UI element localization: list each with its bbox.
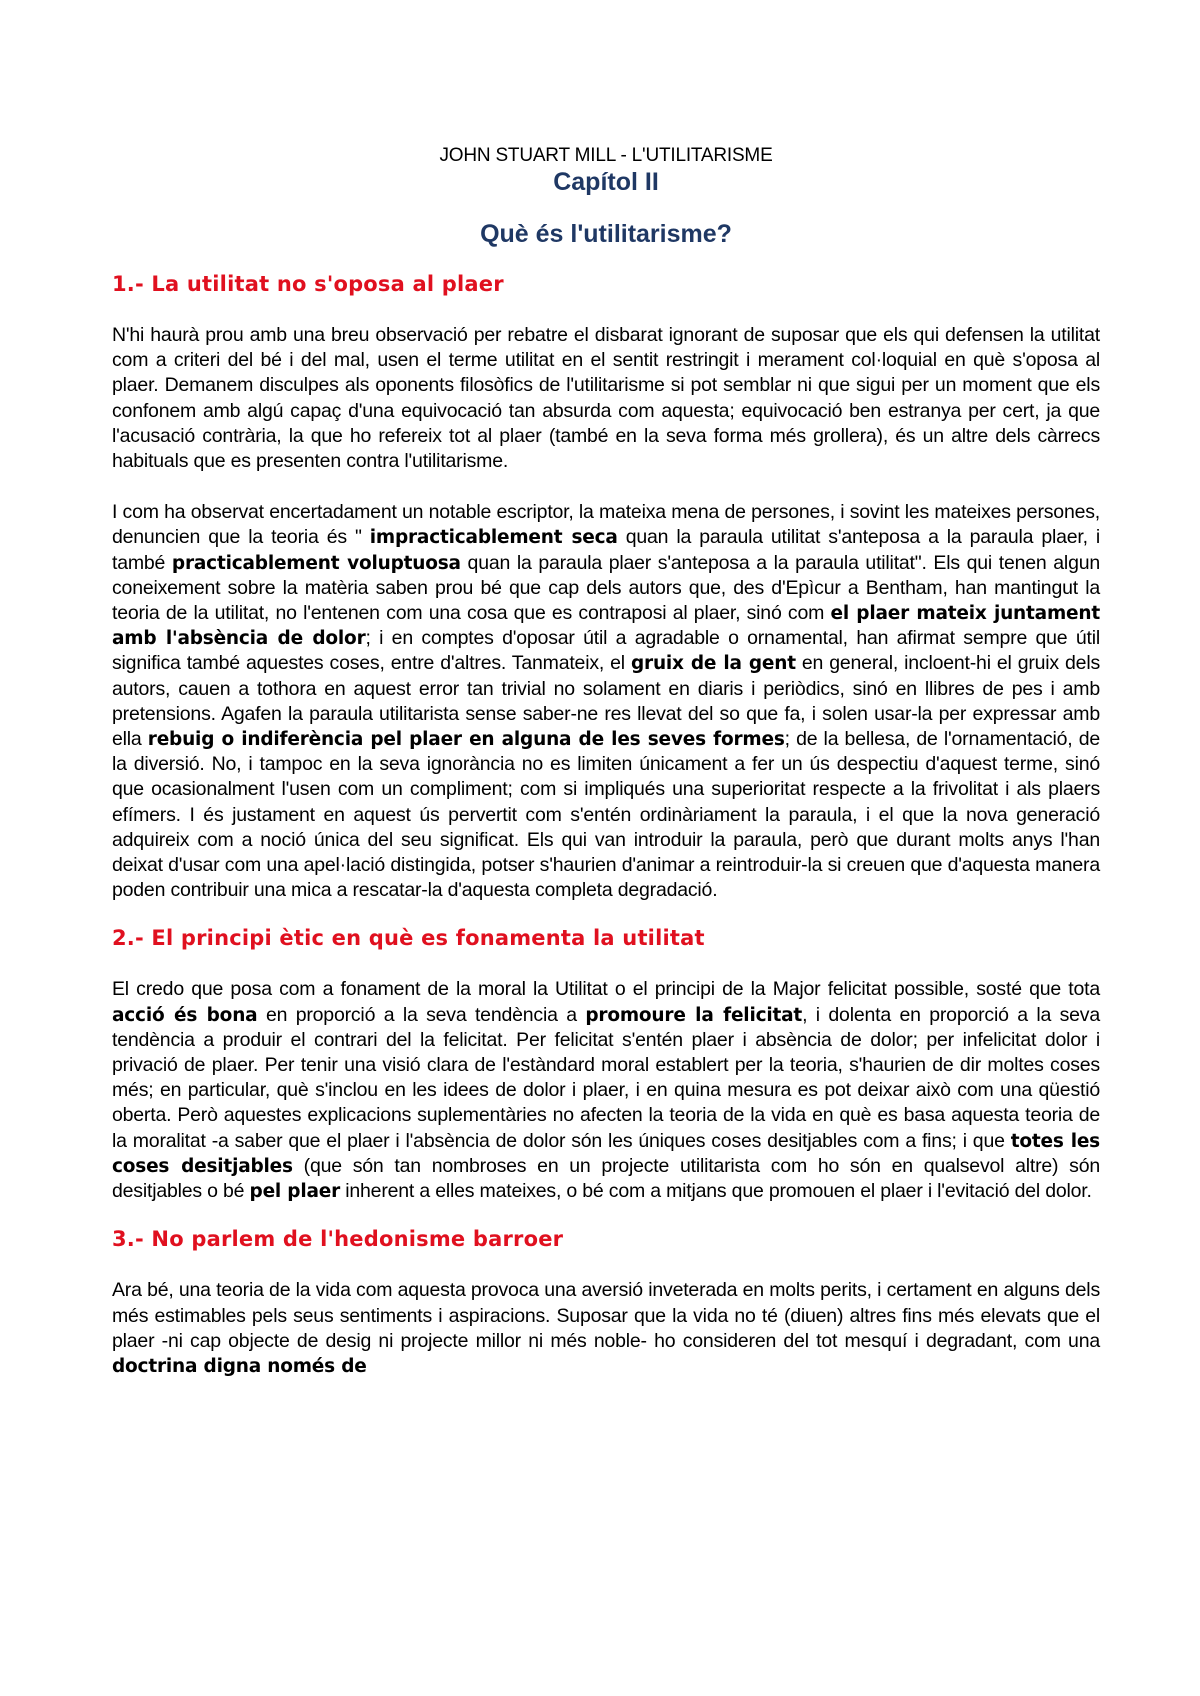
paragraph-text: inherent a elles mateixes, o bé com a mitjans que promouen el plaer i l'evitació del dolor.: [340, 1180, 1092, 1203]
section-1-paragraph-2: [112, 500, 1100, 903]
paragraph-text: Ara bé, una teoria de la vida com aquesta provoca una aversió inveterada en molts perits, i certament en alguns dels més estimables pels seus sentiments i aspiracions. Suposar que la vida no té (diuen) altres fins més elevats que el plaer -ni cap objecte de desig ni projecte millor ni més noble- ho consideren del tot mesquí i degradant, com una: [112, 1279, 1100, 1352]
emphasis-text: el plaer mateix juntament amb l'absència de dolor: [112, 603, 1100, 650]
section-1-paragraph-1: [112, 323, 1100, 474]
paragraph-text: N'hi haurà prou amb una breu observació per rebatre el disbarat ignorant de suposar que els qui defensen la utilitat com a criteri del bé i del mal, usen el terme utilitat en el sentit restringit i merament col·loquial en què s'oposa al plaer. Demanem disculpes als oponents filosòfics de l'utilitarisme si pot semblar ni que sigui per un moment que els confonem amb algú capaç d'una equivocació tan absurda com aquesta; equivocació ben estranya per cert, ja que l'acusació contrària, la que ho refereix tot al plaer (també en la seva forma més grollera), és un altre dels càrrecs habituals que es presenten contra l'utilitarisme.: [112, 324, 1100, 473]
paragraph-text: ; de la bellesa, de l'ornamentació, de la diversió. No, i tampoc en la seva ignorància no es limiten únicament a fer un ús despectiu d'aquest terme, sinó que ocasionalment l'usen com un compliment; com si impliqués una superioritat respecte a la frivolitat i als plaers efímers. I és justament en aquest ús pervertit com s'entén ordinàriament la paraula, i el que la nova generació adquireix com a noció única del seu significat. Els qui van introduir la paraula, però que durant molts anys l'han deixat d'usar com una apel·lació distingida, potser s'haurien d'animar a reintroduir-la si creuen que d'aquesta manera poden contribuir una mica a rescatar-la d'aquesta completa degradació.: [112, 728, 1100, 902]
section-2-heading: [112, 925, 1100, 951]
section-1-number: 1.-: [112, 272, 144, 296]
document-page: [112, 145, 1100, 1379]
paragraph-text: (que són tan nombroses en un projecte utilitarista com ho són en qualsevol altre) són desitjables o bé: [112, 1154, 1100, 1203]
section-2-paragraph-1: [112, 977, 1100, 1204]
chapter-title: Capítol II: [553, 168, 659, 196]
section-3-paragraph-1: [112, 1278, 1100, 1379]
emphasis-text: pel plaer: [249, 1181, 341, 1203]
paragraph-text: quan la paraula utilitat s'anteposa a la paraula plaer, i també: [112, 526, 1101, 574]
emphasis-text: rebuig o indiferència pel plaer en alguna de les seves formes: [147, 729, 785, 751]
paragraph-text: quan la paraula plaer s'anteposa a la paraula utilitat". Els qui tenen algun coneixement sobre la matèria saben prou bé que cap dels autors que, des d'Epìcur a Bentham, han mantingut la teoria de la utilitat, no l'entenen com una cosa que es contraposi al plaer, sinó com: [112, 551, 1100, 625]
emphasis-text: totes les coses desitjables: [112, 1130, 1100, 1177]
chapter-subtitle: Què és l'utilitarisme?: [480, 220, 732, 248]
paragraph-text: en proporció a la seva tendència a: [257, 1003, 586, 1026]
paragraph-text: ; i en comptes d'oposar útil a agradable o ornamental, han afirmat sempre que útil significa també aquestes coses, entre d'altres. Tanmateix, el: [112, 627, 1100, 675]
section-2-number: 2.-: [112, 926, 144, 951]
emphasis-text: impracticablement seca: [369, 527, 618, 549]
section-1-title: La utilitat no s'oposa al plaer: [151, 272, 504, 296]
paragraph-text: , i dolenta en proporció a la seva tendència a produir el contrari del la felicitat. Per felicitat s'entén plaer i absència de dolor; per infelicitat dolor i privació de plaer. Per tenir una visió clara de l'estàndard moral establert per la teoria, s'haurien de dir moltes coses més; en particular, què s'inclou en les idees de dolor i plaer, i en quina mesura es pot deixar això com una qüestió oberta. Però aquestes explicacions suplementàries no afecten la teoria de la vida en què es basa aquesta teoria de la moralitat -a saber que el plaer i l'absència de dolor són les úniques coses desitjables com a fins; i que: [112, 1003, 1101, 1152]
emphasis-text: doctrina digna només de: [112, 1355, 367, 1377]
section-1-heading: [112, 271, 1100, 297]
section-3-number: 3.-: [112, 1227, 144, 1252]
section-3-heading: [112, 1226, 1100, 1252]
document-header: JOHN STUART MILL - L'UTILITARISME: [439, 145, 773, 166]
emphasis-text: promoure la felicitat: [585, 1004, 803, 1026]
emphasis-text: practicablement voluptuosa: [171, 552, 461, 574]
emphasis-text: gruix de la gent: [630, 653, 796, 675]
paragraph-text: I com ha observat encertadament un notable escriptor, la mateixa mena de persones, i sovint les mateixes persones, denuncien que la teoria és ": [112, 501, 1100, 549]
paragraph-text: en general, incloent-hi el gruix dels autors, cauen a tothora en aquest error tan trivial no solament en diaris i periòdics, sinó en llibres de pes i amb pretensions. Agafen la paraula utilitarista sense saber-ne res llevat del so que fa, i solen usar-la per expressar amb ella: [112, 652, 1100, 751]
section-3-title: No parlem de l'hedonisme barroer: [151, 1227, 564, 1252]
paragraph-text: El credo que posa com a fonament de la moral la Utilitat o el principi de la Major felicitat possible, sosté que tota: [112, 978, 1100, 1001]
section-2-title: El principi ètic en què es fonamenta la utilitat: [151, 926, 705, 951]
emphasis-text: acció és bona: [112, 1004, 258, 1026]
